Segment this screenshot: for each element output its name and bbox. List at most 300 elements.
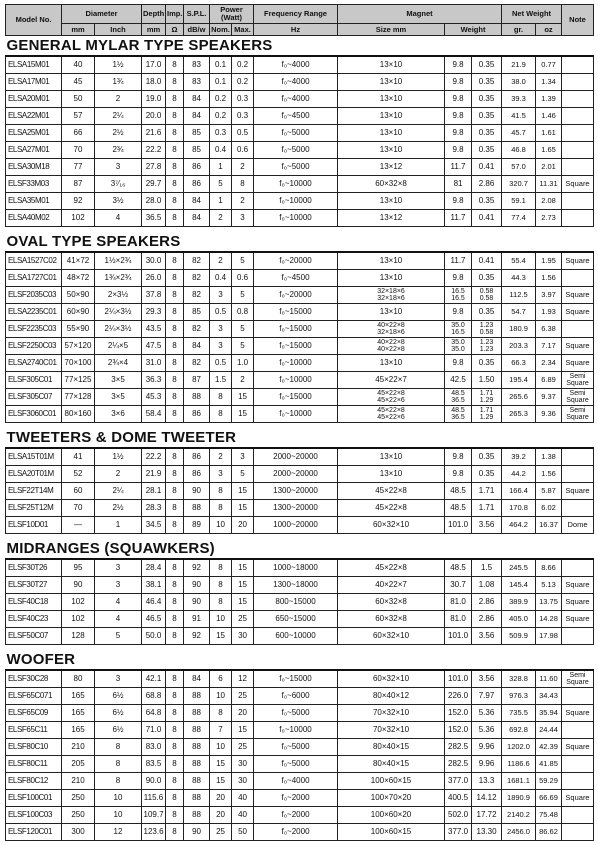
cell-freq: f₀~4500 <box>254 108 338 125</box>
cell-nom: 2 <box>210 448 232 466</box>
cell-oz-line: 0.58 <box>479 295 494 302</box>
cell-freq: f₀~15000 <box>254 670 338 688</box>
unit-mm: mm <box>62 24 95 36</box>
cell-depth: 36.3 <box>142 372 166 389</box>
cell-ngr: 464.2 <box>502 517 536 534</box>
cell-gr: 282.5 <box>445 756 472 773</box>
cell-oz: 1.71 <box>472 483 502 500</box>
cell-mm: 165 <box>62 705 95 722</box>
cell-nom: 3 <box>210 338 232 355</box>
cell-max: 20 <box>232 517 254 534</box>
cell-inch: 1¾×2¾ <box>95 270 142 287</box>
cell-model: ELSF33M03 <box>6 176 62 193</box>
cell-note <box>562 91 594 108</box>
cell-noz: 35.94 <box>536 705 562 722</box>
cell-max: 5 <box>232 287 254 304</box>
cell-size: 80×40×12 <box>338 688 445 705</box>
cell-max: 0.6 <box>232 142 254 159</box>
cell-oz-line: 1.29 <box>479 414 494 421</box>
table-row <box>6 304 594 321</box>
cell-noz: 66.69 <box>536 790 562 807</box>
cell-oz: 14.12 <box>472 790 502 807</box>
cell-spl: 82 <box>184 252 210 270</box>
cell-gr: 48.5 <box>445 559 472 577</box>
cell-note <box>562 559 594 577</box>
table-row <box>6 74 594 91</box>
cell-imp: 8 <box>166 304 184 321</box>
cell-freq: f₀~6000 <box>254 688 338 705</box>
cell-note <box>562 756 594 773</box>
cell-note-line: Square <box>566 380 589 387</box>
cell-gr <box>445 338 472 355</box>
cell-size <box>338 389 445 406</box>
cell-size <box>338 406 445 423</box>
cell-nom: 8 <box>210 389 232 406</box>
cell-noz: 1.56 <box>536 270 562 287</box>
cell-note-line: Square <box>566 414 589 421</box>
cell-model: ELSF65C09 <box>6 705 62 722</box>
cell-ngr: 389.9 <box>502 594 536 611</box>
cell-depth: 83.5 <box>142 756 166 773</box>
cell-nom: 0.2 <box>210 91 232 108</box>
cell-mm: 210 <box>62 773 95 790</box>
cell-noz: 42.39 <box>536 739 562 756</box>
cell-ngr: 203.3 <box>502 338 536 355</box>
cell-ngr: 2456.0 <box>502 824 536 841</box>
cell-oz <box>472 338 502 355</box>
cell-mm: 128 <box>62 628 95 645</box>
cell-gr: 101.0 <box>445 670 472 688</box>
cell-oz-line: 0.58 <box>479 288 494 295</box>
cell-noz: 13.75 <box>536 594 562 611</box>
cell-imp: 8 <box>166 807 184 824</box>
cell-size: 13×10 <box>338 466 445 483</box>
cell-model: ELSF80C10 <box>6 739 62 756</box>
cell-nom: 3 <box>210 287 232 304</box>
cell-size: 40×22×7 <box>338 577 445 594</box>
cell-gr: 9.8 <box>445 466 472 483</box>
cell-size-line: 45×22×8 <box>377 407 405 414</box>
table-row <box>6 594 594 611</box>
cell-imp: 8 <box>166 108 184 125</box>
cell-spl: 84 <box>184 210 210 227</box>
cell-freq: f₀~5000 <box>254 756 338 773</box>
unit-size <box>338 24 445 36</box>
cell-depth: 22.2 <box>142 448 166 466</box>
cell-inch: 3 <box>95 577 142 594</box>
cell-noz: 5.13 <box>536 577 562 594</box>
cell-oz: 1.71 <box>472 500 502 517</box>
cell-noz: 1.65 <box>536 142 562 159</box>
cell-note-line: Semi <box>569 372 586 380</box>
cell-size <box>338 338 445 355</box>
cell-note-line: Semi <box>569 389 586 397</box>
cell-oz: 9.96 <box>472 756 502 773</box>
cell-size: 60×32×8 <box>338 611 445 628</box>
unit-depth-mm: mm <box>142 24 166 36</box>
cell-freq: 2000~20000 <box>254 466 338 483</box>
cell-size-line: 40×22×8 <box>377 322 405 329</box>
cell-note <box>562 670 594 688</box>
cell-size: 13×12 <box>338 210 445 227</box>
cell-note: Square <box>562 338 594 355</box>
cell-spl: 86 <box>184 406 210 423</box>
cell-depth: 37.8 <box>142 287 166 304</box>
cell-model: ELSF100C01 <box>6 790 62 807</box>
cell-nom: 0.5 <box>210 355 232 372</box>
cell-max: 40 <box>232 807 254 824</box>
cell-model: ELSF40C23 <box>6 611 62 628</box>
cell-depth: 18.0 <box>142 74 166 91</box>
cell-noz: 3.97 <box>536 287 562 304</box>
cell-oz <box>472 389 502 406</box>
cell-noz: 59.29 <box>536 773 562 790</box>
cell-nom: 10 <box>210 739 232 756</box>
cell-mm: 60 <box>62 483 95 500</box>
cell-max: 15 <box>232 406 254 423</box>
cell-nom: 20 <box>210 790 232 807</box>
cell-inch: 2 <box>95 91 142 108</box>
header-power: Power (Watt) <box>210 5 254 24</box>
cell-note <box>562 210 594 227</box>
cell-ngr: 54.7 <box>502 304 536 321</box>
cell-mm: 66 <box>62 125 95 142</box>
cell-nom: 3 <box>210 321 232 338</box>
cell-ngr: 77.4 <box>502 210 536 227</box>
cell-max: 25 <box>232 739 254 756</box>
cell-note-line: Square <box>566 679 589 686</box>
cell-ngr: 265.6 <box>502 389 536 406</box>
cell-oz: 2.86 <box>472 594 502 611</box>
cell-nom: 8 <box>210 594 232 611</box>
cell-noz: 2.73 <box>536 210 562 227</box>
cell-gr: 11.7 <box>445 252 472 270</box>
cell-depth: 34.5 <box>142 517 166 534</box>
cell-note <box>562 372 594 389</box>
cell-size: 45×22×8 <box>338 483 445 500</box>
cell-depth: 17.0 <box>142 56 166 74</box>
cell-gr: 9.8 <box>445 74 472 91</box>
cell-noz: 9.36 <box>536 406 562 423</box>
cell-inch: 2×3½ <box>95 287 142 304</box>
cell-model: ELSF2235C03 <box>6 321 62 338</box>
cell-ngr: 1202.0 <box>502 739 536 756</box>
cell-noz: 1.46 <box>536 108 562 125</box>
cell-inch: 2¼×3½ <box>95 321 142 338</box>
cell-gr: 282.5 <box>445 739 472 756</box>
cell-note: Square <box>562 176 594 193</box>
cell-note <box>562 56 594 74</box>
table-row <box>6 773 594 790</box>
cell-spl: 84 <box>184 91 210 108</box>
cell-depth: 64.8 <box>142 705 166 722</box>
cell-nom: 20 <box>210 807 232 824</box>
cell-gr <box>445 406 472 423</box>
cell-nom: 8 <box>210 500 232 517</box>
table-row <box>6 193 594 210</box>
cell-model: ELSF25T12M <box>6 500 62 517</box>
section-title-row <box>6 232 594 252</box>
cell-noz: 24.44 <box>536 722 562 739</box>
cell-freq: f₀~4000 <box>254 74 338 91</box>
cell-depth: 19.0 <box>142 91 166 108</box>
cell-nom: 15 <box>210 773 232 790</box>
cell-gr-line: 16.5 <box>451 295 465 302</box>
cell-size: 13×10 <box>338 355 445 372</box>
cell-size: 80×40×15 <box>338 739 445 756</box>
cell-note: Square <box>562 739 594 756</box>
table-row <box>6 125 594 142</box>
cell-spl: 90 <box>184 824 210 841</box>
cell-max: 3 <box>232 448 254 466</box>
cell-max: 2 <box>232 159 254 176</box>
cell-mm: 50×90 <box>62 287 95 304</box>
cell-size: 13×10 <box>338 252 445 270</box>
cell-gr: 9.8 <box>445 355 472 372</box>
cell-gr: 81 <box>445 176 472 193</box>
cell-size-line: 32×18×6 <box>377 288 405 295</box>
cell-spl: 83 <box>184 74 210 91</box>
cell-imp: 8 <box>166 670 184 688</box>
unit-hz: Hz <box>254 24 338 36</box>
cell-oz: 0.35 <box>472 125 502 142</box>
cell-size-line: 45×22×8 <box>377 390 405 397</box>
cell-gr <box>445 389 472 406</box>
cell-spl: 86 <box>184 466 210 483</box>
cell-gr: 48.5 <box>445 483 472 500</box>
cell-model: ELSA22M01 <box>6 108 62 125</box>
cell-model: ELSA30M18 <box>6 159 62 176</box>
cell-mm: 250 <box>62 790 95 807</box>
table-row <box>6 611 594 628</box>
cell-depth: 47.5 <box>142 338 166 355</box>
cell-max: 15 <box>232 483 254 500</box>
cell-oz: 0.35 <box>472 56 502 74</box>
cell-max: 40 <box>232 790 254 807</box>
cell-nom: 1 <box>210 159 232 176</box>
cell-model: ELSF10D01 <box>6 517 62 534</box>
cell-oz: 13.30 <box>472 824 502 841</box>
cell-ngr: 245.5 <box>502 559 536 577</box>
cell-note: Square <box>562 594 594 611</box>
table-row <box>6 270 594 287</box>
cell-inch: 4 <box>95 611 142 628</box>
cell-model: ELSA1527C02 <box>6 252 62 270</box>
cell-ngr: 66.3 <box>502 355 536 372</box>
cell-size: 13×10 <box>338 108 445 125</box>
cell-freq: f₀~20000 <box>254 287 338 304</box>
cell-size-line: 32×18×6 <box>377 329 405 336</box>
cell-max: 0.8 <box>232 304 254 321</box>
cell-imp: 8 <box>166 824 184 841</box>
cell-max: 3 <box>232 210 254 227</box>
header-imp: Imp. <box>166 5 184 24</box>
cell-imp: 8 <box>166 159 184 176</box>
cell-imp: 8 <box>166 252 184 270</box>
cell-note <box>562 270 594 287</box>
cell-nom: 8 <box>210 559 232 577</box>
cell-spl: 84 <box>184 670 210 688</box>
cell-note <box>562 389 594 406</box>
cell-mm: 95 <box>62 559 95 577</box>
cell-imp: 8 <box>166 594 184 611</box>
cell-max: 5 <box>232 466 254 483</box>
cell-depth: 28.0 <box>142 193 166 210</box>
cell-ngr: 46.8 <box>502 142 536 159</box>
cell-noz: 7.17 <box>536 338 562 355</box>
cell-imp: 8 <box>166 210 184 227</box>
cell-spl: 88 <box>184 500 210 517</box>
cell-max: 0.2 <box>232 56 254 74</box>
cell-ngr: 1681.1 <box>502 773 536 790</box>
cell-model: ELSF80C11 <box>6 756 62 773</box>
cell-depth: 21.9 <box>142 466 166 483</box>
cell-inch: 8 <box>95 739 142 756</box>
cell-oz: 3.56 <box>472 628 502 645</box>
cell-depth: 29.7 <box>142 176 166 193</box>
table-row <box>6 688 594 705</box>
cell-model: ELSA27M01 <box>6 142 62 159</box>
cell-size: 100×60×15 <box>338 824 445 841</box>
cell-ngr: 112.5 <box>502 287 536 304</box>
cell-oz: 0.35 <box>472 466 502 483</box>
cell-depth: 90.0 <box>142 773 166 790</box>
cell-ngr: 195.4 <box>502 372 536 389</box>
cell-size: 13×12 <box>338 159 445 176</box>
cell-depth: 22.2 <box>142 142 166 159</box>
cell-spl: 84 <box>184 193 210 210</box>
table-row <box>6 670 594 688</box>
cell-oz: 2.86 <box>472 611 502 628</box>
cell-inch: 1 <box>95 517 142 534</box>
cell-gr: 11.7 <box>445 210 472 227</box>
cell-freq: f₀~5000 <box>254 705 338 722</box>
cell-inch: 4 <box>95 594 142 611</box>
cell-gr: 9.8 <box>445 270 472 287</box>
cell-note <box>562 688 594 705</box>
cell-gr: 9.8 <box>445 56 472 74</box>
cell-freq: 1300~20000 <box>254 500 338 517</box>
table-row <box>6 483 594 500</box>
cell-gr: 9.8 <box>445 142 472 159</box>
cell-oz: 0.35 <box>472 193 502 210</box>
cell-model: ELSF65C071 <box>6 688 62 705</box>
cell-freq: f₀~10000 <box>254 355 338 372</box>
cell-imp: 8 <box>166 355 184 372</box>
cell-noz: 34.43 <box>536 688 562 705</box>
cell-depth: 43.5 <box>142 321 166 338</box>
cell-noz: 11.31 <box>536 176 562 193</box>
cell-oz: 0.35 <box>472 355 502 372</box>
cell-oz: 0.35 <box>472 142 502 159</box>
cell-gr: 9.8 <box>445 448 472 466</box>
cell-ngr: 180.9 <box>502 321 536 338</box>
cell-size <box>338 321 445 338</box>
cell-spl: 84 <box>184 338 210 355</box>
cell-imp: 8 <box>166 56 184 74</box>
cell-note: Square <box>562 611 594 628</box>
cell-ngr: 57.0 <box>502 159 536 176</box>
cell-size: 100×60×15 <box>338 773 445 790</box>
cell-freq: f₀~2000 <box>254 824 338 841</box>
cell-spl: 88 <box>184 688 210 705</box>
cell-imp: 8 <box>166 321 184 338</box>
cell-spl: 90 <box>184 483 210 500</box>
table-row <box>6 790 594 807</box>
cell-freq: f₀~2000 <box>254 790 338 807</box>
cell-spl: 88 <box>184 790 210 807</box>
cell-note <box>562 500 594 517</box>
cell-mm: 70×100 <box>62 355 95 372</box>
cell-note: Square <box>562 252 594 270</box>
cell-gr-line: 48.5 <box>451 390 465 397</box>
cell-imp: 8 <box>166 193 184 210</box>
cell-model: ELSF305C07 <box>6 389 62 406</box>
cell-inch: 3×6 <box>95 406 142 423</box>
cell-depth: 68.8 <box>142 688 166 705</box>
cell-oz-line: 1.71 <box>479 407 494 414</box>
cell-max: 0.3 <box>232 91 254 108</box>
cell-model: ELSA40M02 <box>6 210 62 227</box>
cell-nom: 1.5 <box>210 372 232 389</box>
cell-noz: 2.01 <box>536 159 562 176</box>
cell-depth: 26.0 <box>142 270 166 287</box>
cell-oz: 0.35 <box>472 270 502 287</box>
cell-model: ELSA35M01 <box>6 193 62 210</box>
cell-noz: 8.66 <box>536 559 562 577</box>
cell-max: 1.0 <box>232 355 254 372</box>
cell-spl: 92 <box>184 559 210 577</box>
unit-dbw: dB/w <box>184 24 210 36</box>
cell-imp: 8 <box>166 389 184 406</box>
cell-noz: 86.62 <box>536 824 562 841</box>
cell-model: ELSA15M01 <box>6 56 62 74</box>
cell-ngr: 692.8 <box>502 722 536 739</box>
cell-freq: f₀~5000 <box>254 739 338 756</box>
cell-mm: 90 <box>62 577 95 594</box>
cell-imp: 8 <box>166 448 184 466</box>
cell-nom: 8 <box>210 577 232 594</box>
cell-freq: f₀~15000 <box>254 389 338 406</box>
cell-freq: f₀~10000 <box>254 193 338 210</box>
section-title: WOOFER <box>6 650 594 670</box>
cell-freq: 1000~18000 <box>254 559 338 577</box>
cell-size: 80×40×15 <box>338 756 445 773</box>
cell-ngr: 39.2 <box>502 448 536 466</box>
cell-imp: 8 <box>166 176 184 193</box>
cell-inch: 2½ <box>95 125 142 142</box>
cell-freq: f₀~10000 <box>254 406 338 423</box>
cell-ngr: 1890.9 <box>502 790 536 807</box>
weight-label: Weight <box>460 24 486 34</box>
cell-freq: f₀~5000 <box>254 125 338 142</box>
table-row <box>6 338 594 355</box>
cell-freq: f₀~20000 <box>254 252 338 270</box>
cell-depth: 28.1 <box>142 483 166 500</box>
cell-model: ELSF40C18 <box>6 594 62 611</box>
cell-spl: 88 <box>184 756 210 773</box>
cell-inch: 1½ <box>95 56 142 74</box>
cell-oz: 17.72 <box>472 807 502 824</box>
cell-size: 45×22×7 <box>338 372 445 389</box>
header-net-weight: Net Weight <box>502 5 562 24</box>
cell-freq: 650~15000 <box>254 611 338 628</box>
cell-oz <box>472 287 502 304</box>
table-row <box>6 739 594 756</box>
cell-noz: 1.39 <box>536 91 562 108</box>
cell-max: 2 <box>232 372 254 389</box>
cell-model: ELSF2035C03 <box>6 287 62 304</box>
